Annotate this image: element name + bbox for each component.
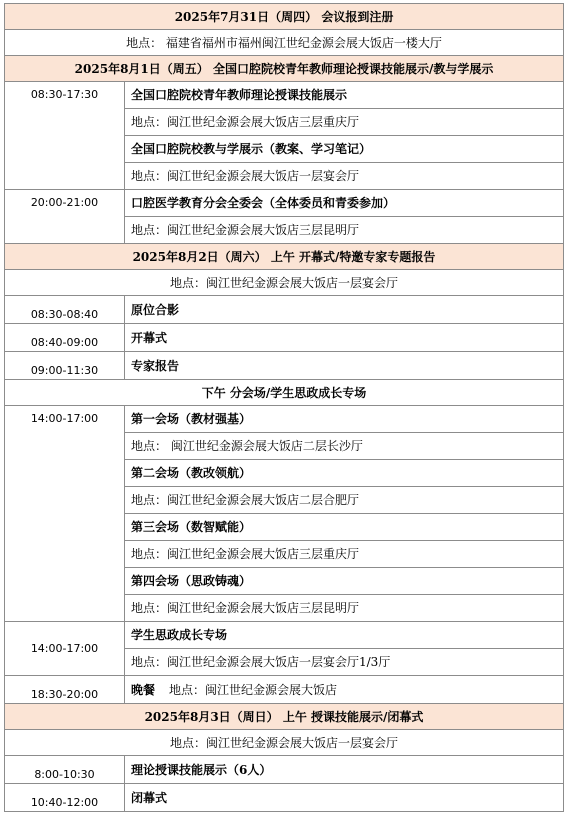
day-header-row xyxy=(5,704,564,730)
afternoon-header: 下午 分会场/学生思政成长专场 xyxy=(5,380,564,406)
table-row xyxy=(5,784,564,812)
day1-location: 地点： 福建省福州市福州闽江世纪金源会展大饭店一楼大厅 xyxy=(5,30,564,56)
event-title: 全国口腔院校教与学展示（教案、学习笔记） xyxy=(125,136,564,163)
time-cell: 08:40-09:00 xyxy=(5,324,125,352)
time-cell: 14:00-17:00 xyxy=(5,622,125,676)
venue-title: 第一会场（教材强基） xyxy=(125,406,564,433)
day-header-row xyxy=(5,4,564,30)
table-row xyxy=(5,622,564,649)
event-location: 地点：闽江世纪金源会展大饭店三层重庆厅 xyxy=(125,109,564,136)
time-cell: 18:30-20:00 xyxy=(5,676,125,704)
day2-header: 2025年8月1日（周五） 全国口腔院校青年教师理论授课技能展示/教与学展示 xyxy=(5,56,564,82)
table-row xyxy=(5,676,564,704)
event-title: 原位合影 xyxy=(125,296,564,324)
time-cell: 10:40-12:00 xyxy=(5,784,125,812)
venue-location: 地点：闽江世纪金源会展大饭店三层重庆厅 xyxy=(125,541,564,568)
time-cell: 20:00-21:00 xyxy=(5,190,125,244)
time-cell: 09:00-11:30 xyxy=(5,352,125,380)
day1-header: 2025年7月31日（周四） 会议报到注册 xyxy=(5,4,564,30)
event-title: 专家报告 xyxy=(125,352,564,380)
section-header-row xyxy=(5,380,564,406)
table-row xyxy=(5,296,564,324)
day3-location: 地点：闽江世纪金源会展大饭店一层宴会厅 xyxy=(5,270,564,296)
time-cell: 08:30-08:40 xyxy=(5,296,125,324)
day4-location: 地点：闽江世纪金源会展大饭店一层宴会厅 xyxy=(5,730,564,756)
venue-title: 第三会场（数智赋能） xyxy=(125,514,564,541)
event-title: 全国口腔院校青年教师理论授课技能展示 xyxy=(125,82,564,109)
time-cell: 14:00-17:00 xyxy=(5,406,125,622)
location-row xyxy=(5,270,564,296)
venue-location: 地点：闽江世纪金源会展大饭店三层昆明厅 xyxy=(125,595,564,622)
table-row xyxy=(5,352,564,380)
day-header-row xyxy=(5,244,564,270)
venue-title: 第二会场（教改领航） xyxy=(125,460,564,487)
schedule-document xyxy=(4,3,563,812)
table-row xyxy=(5,324,564,352)
table-row xyxy=(5,82,564,109)
dinner-cell xyxy=(125,676,564,704)
event-location: 地点：闽江世纪金源会展大饭店一层宴会厅1/3厅 xyxy=(125,649,564,676)
schedule-table xyxy=(4,3,564,812)
time-cell: 08:30-17:30 xyxy=(5,82,125,190)
venue-location: 地点：闽江世纪金源会展大饭店二层合肥厅 xyxy=(125,487,564,514)
day4-header: 2025年8月3日（周日） 上午 授课技能展示/闭幕式 xyxy=(5,704,564,730)
event-title: 开幕式 xyxy=(125,324,564,352)
table-row xyxy=(5,190,564,217)
table-row xyxy=(5,756,564,784)
venue-title: 第四会场（思政铸魂） xyxy=(125,568,564,595)
day3-header: 2025年8月2日（周六） 上午 开幕式/特邀专家专题报告 xyxy=(5,244,564,270)
dinner-title: 晚餐 xyxy=(131,682,156,697)
day-header-row xyxy=(5,56,564,82)
event-title: 闭幕式 xyxy=(125,784,564,812)
event-title: 口腔医学教育分会全委会（全体委员和青委参加） xyxy=(125,190,564,217)
dinner-location: 地点：闽江世纪金源会展大饭店 xyxy=(169,682,338,697)
time-cell: 8:00-10:30 xyxy=(5,756,125,784)
table-row xyxy=(5,406,564,433)
event-location: 地点：闽江世纪金源会展大饭店三层昆明厅 xyxy=(125,217,564,244)
event-title: 理论授课技能展示（6人） xyxy=(125,756,564,784)
location-row xyxy=(5,30,564,56)
event-title: 学生思政成长专场 xyxy=(125,622,564,649)
venue-location: 地点： 闽江世纪金源会展大饭店二层长沙厅 xyxy=(125,433,564,460)
event-location: 地点：闽江世纪金源会展大饭店一层宴会厅 xyxy=(125,163,564,190)
location-row xyxy=(5,730,564,756)
